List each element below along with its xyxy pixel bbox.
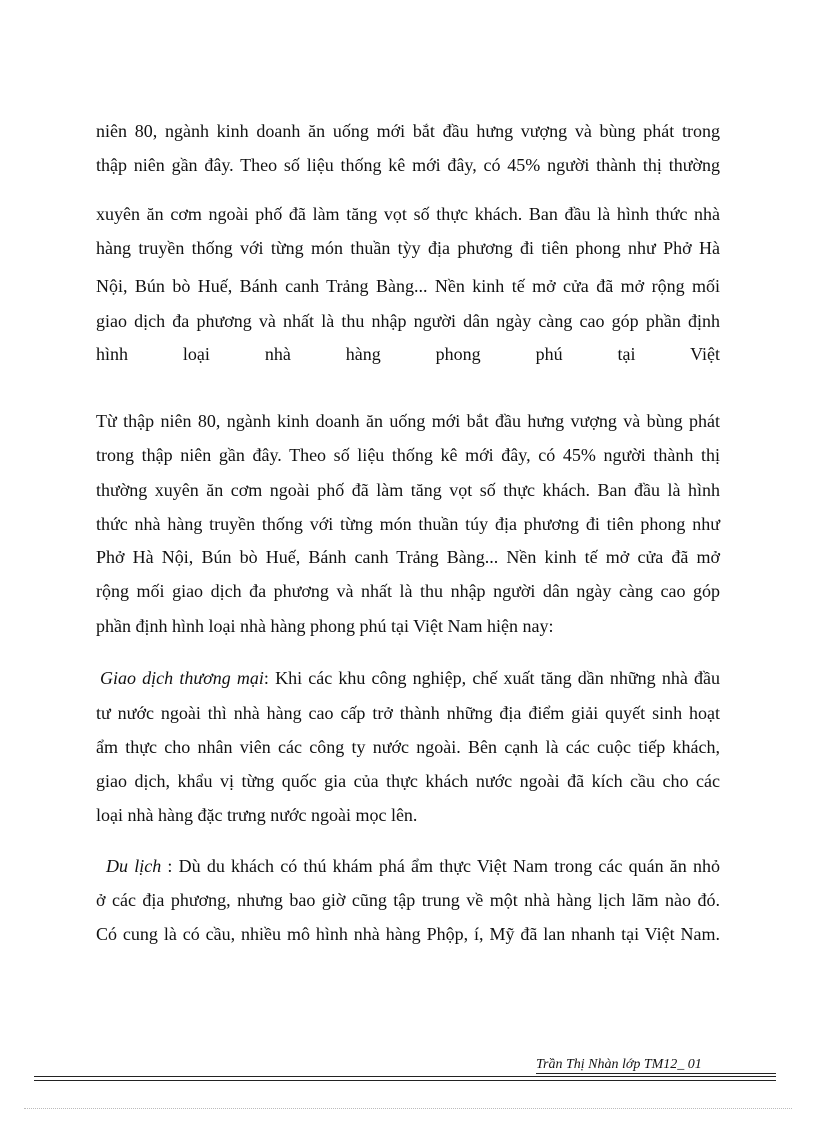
para1-line-5: Nội, Bún bò Huế, Bánh canh Trảng Bàng... Nền kinh tế mở cửa đã mở rộng mối <box>96 276 720 296</box>
para2-line-5: Phở Hà Nội, Bún bò Huế, Bánh canh Trảng Bàng... Nền kinh tế mở cửa đã mở <box>96 547 720 567</box>
para4-line-1 <box>106 856 720 877</box>
para1-line-6: giao dịch đa phương và nhất là thu nhập người dân ngày càng cao góp phần định <box>96 311 720 331</box>
para2-line-7: phần định hình loại nhà hàng phong phú tại Việt Nam hiện nay: <box>96 616 554 636</box>
para4-first-rest: : Dù du khách có thú khám phá ẩm thực Việt Nam trong các quán ăn nhỏ <box>161 856 720 876</box>
para2-line-4: thức nhà hàng truyền thống với từng món thuần túy địa phương đi tiên phong như <box>96 514 720 534</box>
para3-line-1 <box>100 668 720 689</box>
para1-line-2: thập niên gần đây. Theo số liệu thống kê mới đây, có 45% người thành thị thường <box>96 155 720 175</box>
para1-line-4: hàng truyền thống với từng món thuần tỳy địa phương đi tiên phong như Phở Hà <box>96 238 720 258</box>
page-footer: Trần Thị Nhàn lớp TM12_ 01 <box>536 1057 702 1072</box>
para3-line-4: giao dịch, khẩu vị từng quốc gia của thực khách nước ngoài đã kích cầu cho các <box>96 771 720 791</box>
para4-line-2: ở các địa phương, nhưng bao giờ cũng tập trung về một nhà hàng lịch lãm nào đó. <box>96 890 720 910</box>
footer-rule-top <box>34 1076 776 1077</box>
footer-rule-bottom <box>34 1080 776 1081</box>
para2-line-2: trong thập niên gần đây. Theo số liệu thống kê mới đây, có 45% người thành thị <box>96 445 720 465</box>
para2-line-6: rộng mối giao dịch đa phương và nhất là thu nhập người dân ngày càng cao góp <box>96 581 720 601</box>
footer-underline <box>536 1073 776 1074</box>
para1-line-3: xuyên ăn cơm ngoài phố đã làm tăng vọt số thực khách. Ban đầu là hình thức nhà <box>96 204 720 224</box>
para4-line-3: Có cung là có cầu, nhiều mô hình nhà hàng Phộp, í, Mỹ đã lan nhanh tại Việt Nam. <box>96 924 720 944</box>
para2-line-1: Từ thập niên 80, ngành kinh doanh ăn uống mới bắt đầu hưng vượng và bùng phát <box>96 411 720 431</box>
para2-line-3: thường xuyên ăn cơm ngoài phố đã làm tăng vọt số thực khách. Ban đầu là hình <box>96 480 720 500</box>
para3-line-2: tư nước ngoài thì nhà hàng cao cấp trở thành những địa điểm giải quyết sinh hoạt <box>96 703 720 723</box>
para4-label: Du lịch <box>106 856 162 876</box>
para3-line-3: ẩm thực cho nhân viên các công ty nước ngoài. Bên cạnh là các cuộc tiếp khách, <box>96 737 720 757</box>
para3-line-5: loại nhà hàng đặc trưng nước ngoài mọc lên. <box>96 805 418 825</box>
para1-line-1: niên 80, ngành kinh doanh ăn uống mới bắt đầu hưng vượng và bùng phát trong <box>96 121 720 141</box>
para3-first-rest: : Khi các khu công nghiệp, chế xuất tăng dần những nhà đầu <box>263 668 720 688</box>
para1-line-7: hình loại nhà hàng phong phú tại Việt <box>96 344 720 364</box>
para3-label: Giao dịch thương mại <box>100 668 264 688</box>
page-bottom-dotted-edge <box>24 1108 792 1109</box>
